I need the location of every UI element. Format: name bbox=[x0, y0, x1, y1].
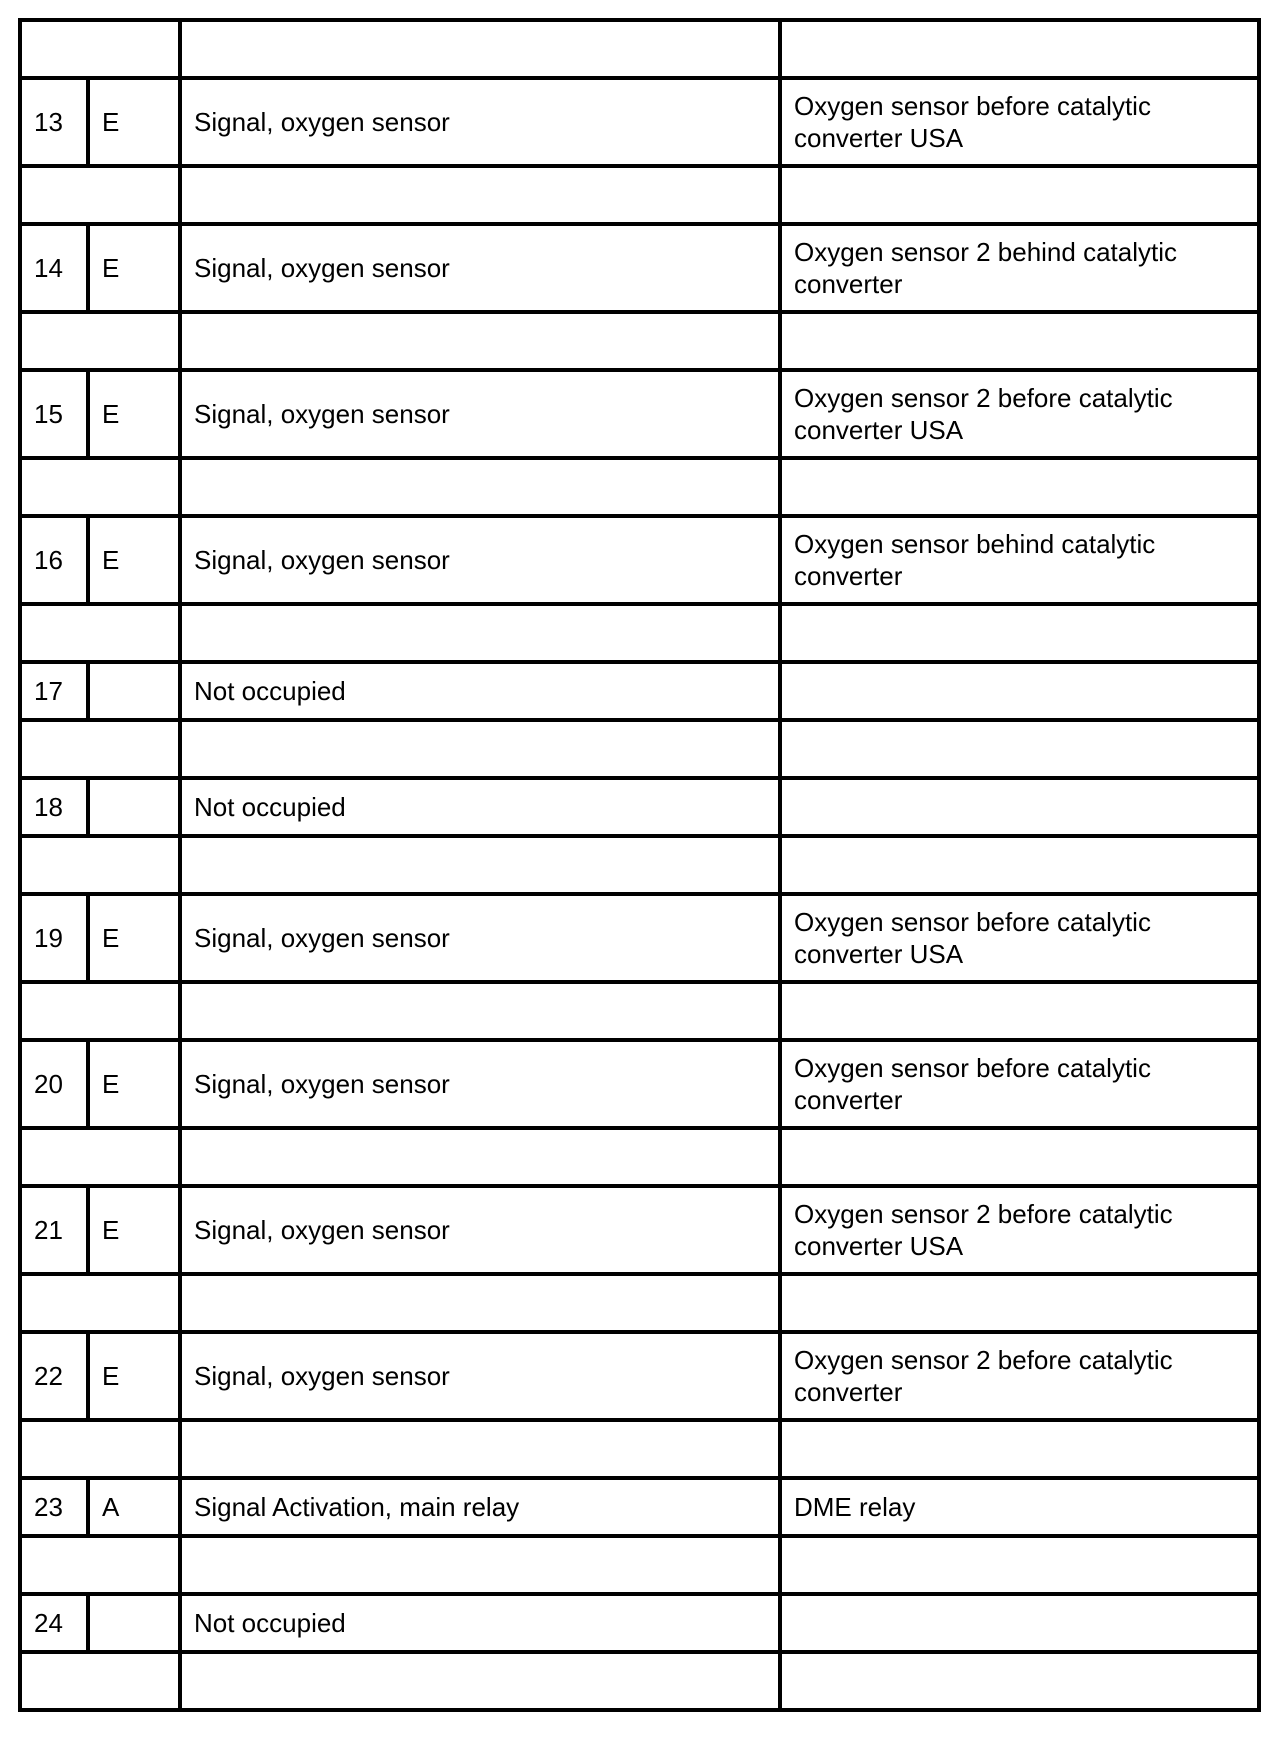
signal-description: Signal, oxygen sensor bbox=[180, 370, 780, 458]
signal-description: Not occupied bbox=[180, 1594, 780, 1652]
signal-type: E bbox=[88, 1332, 180, 1420]
signal-type: E bbox=[88, 224, 180, 312]
table-row bbox=[20, 1186, 1259, 1274]
signal-type: E bbox=[88, 370, 180, 458]
signal-description: Signal, oxygen sensor bbox=[180, 78, 780, 166]
signal-description: Signal Activation, main relay bbox=[180, 1478, 780, 1536]
pin-number: 15 bbox=[20, 370, 88, 458]
spacer-row bbox=[20, 604, 1259, 662]
spacer-row bbox=[20, 20, 1259, 78]
table-row bbox=[20, 778, 1259, 836]
table-row bbox=[20, 1040, 1259, 1128]
component-name: Oxygen sensor behind catalytic converter bbox=[780, 516, 1259, 604]
table-row bbox=[20, 78, 1259, 166]
component-name bbox=[780, 662, 1259, 720]
component-name: Oxygen sensor 2 before catalytic converter USA bbox=[780, 370, 1259, 458]
signal-description: Signal, oxygen sensor bbox=[180, 1332, 780, 1420]
pin-number: 20 bbox=[20, 1040, 88, 1128]
component-name bbox=[780, 1594, 1259, 1652]
pin-number: 13 bbox=[20, 78, 88, 166]
spacer-row bbox=[20, 836, 1259, 894]
spacer-row bbox=[20, 1274, 1259, 1332]
spacer-row bbox=[20, 1652, 1259, 1710]
signal-type bbox=[88, 778, 180, 836]
signal-type bbox=[88, 1594, 180, 1652]
signal-description: Signal, oxygen sensor bbox=[180, 894, 780, 982]
signal-type: E bbox=[88, 1040, 180, 1128]
pin-number: 24 bbox=[20, 1594, 88, 1652]
component-name: Oxygen sensor 2 behind catalytic converter bbox=[780, 224, 1259, 312]
component-name: DME relay bbox=[780, 1478, 1259, 1536]
component-name: Oxygen sensor before catalytic converter USA bbox=[780, 78, 1259, 166]
signal-description: Not occupied bbox=[180, 662, 780, 720]
table-row bbox=[20, 1594, 1259, 1652]
table-row bbox=[20, 370, 1259, 458]
signal-type bbox=[88, 662, 180, 720]
component-name: Oxygen sensor before catalytic converter USA bbox=[780, 894, 1259, 982]
spacer-row bbox=[20, 458, 1259, 516]
component-name: Oxygen sensor before catalytic converter bbox=[780, 1040, 1259, 1128]
pin-number: 19 bbox=[20, 894, 88, 982]
table-row bbox=[20, 1332, 1259, 1420]
signal-type: E bbox=[88, 516, 180, 604]
table-row bbox=[20, 662, 1259, 720]
spacer-row bbox=[20, 982, 1259, 1040]
spacer-row bbox=[20, 1128, 1259, 1186]
table-row bbox=[20, 894, 1259, 982]
spacer-row bbox=[20, 1420, 1259, 1478]
signal-description: Signal, oxygen sensor bbox=[180, 516, 780, 604]
table-row bbox=[20, 224, 1259, 312]
spacer-row bbox=[20, 1536, 1259, 1594]
pin-number: 21 bbox=[20, 1186, 88, 1274]
component-name: Oxygen sensor 2 before catalytic converter USA bbox=[780, 1186, 1259, 1274]
pin-number: 18 bbox=[20, 778, 88, 836]
table-row bbox=[20, 1478, 1259, 1536]
pin-assignment-table bbox=[18, 18, 1261, 1712]
component-name bbox=[780, 778, 1259, 836]
spacer-row bbox=[20, 166, 1259, 224]
component-name: Oxygen sensor 2 before catalytic converter bbox=[780, 1332, 1259, 1420]
pin-number: 22 bbox=[20, 1332, 88, 1420]
pin-number: 14 bbox=[20, 224, 88, 312]
pin-number: 17 bbox=[20, 662, 88, 720]
signal-type: E bbox=[88, 78, 180, 166]
signal-description: Not occupied bbox=[180, 778, 780, 836]
spacer-row bbox=[20, 312, 1259, 370]
spacer-row bbox=[20, 720, 1259, 778]
pin-number: 16 bbox=[20, 516, 88, 604]
table-row bbox=[20, 516, 1259, 604]
signal-type: E bbox=[88, 894, 180, 982]
pin-number: 23 bbox=[20, 1478, 88, 1536]
signal-type: A bbox=[88, 1478, 180, 1536]
signal-description: Signal, oxygen sensor bbox=[180, 1186, 780, 1274]
signal-description: Signal, oxygen sensor bbox=[180, 1040, 780, 1128]
signal-description: Signal, oxygen sensor bbox=[180, 224, 780, 312]
signal-type: E bbox=[88, 1186, 180, 1274]
